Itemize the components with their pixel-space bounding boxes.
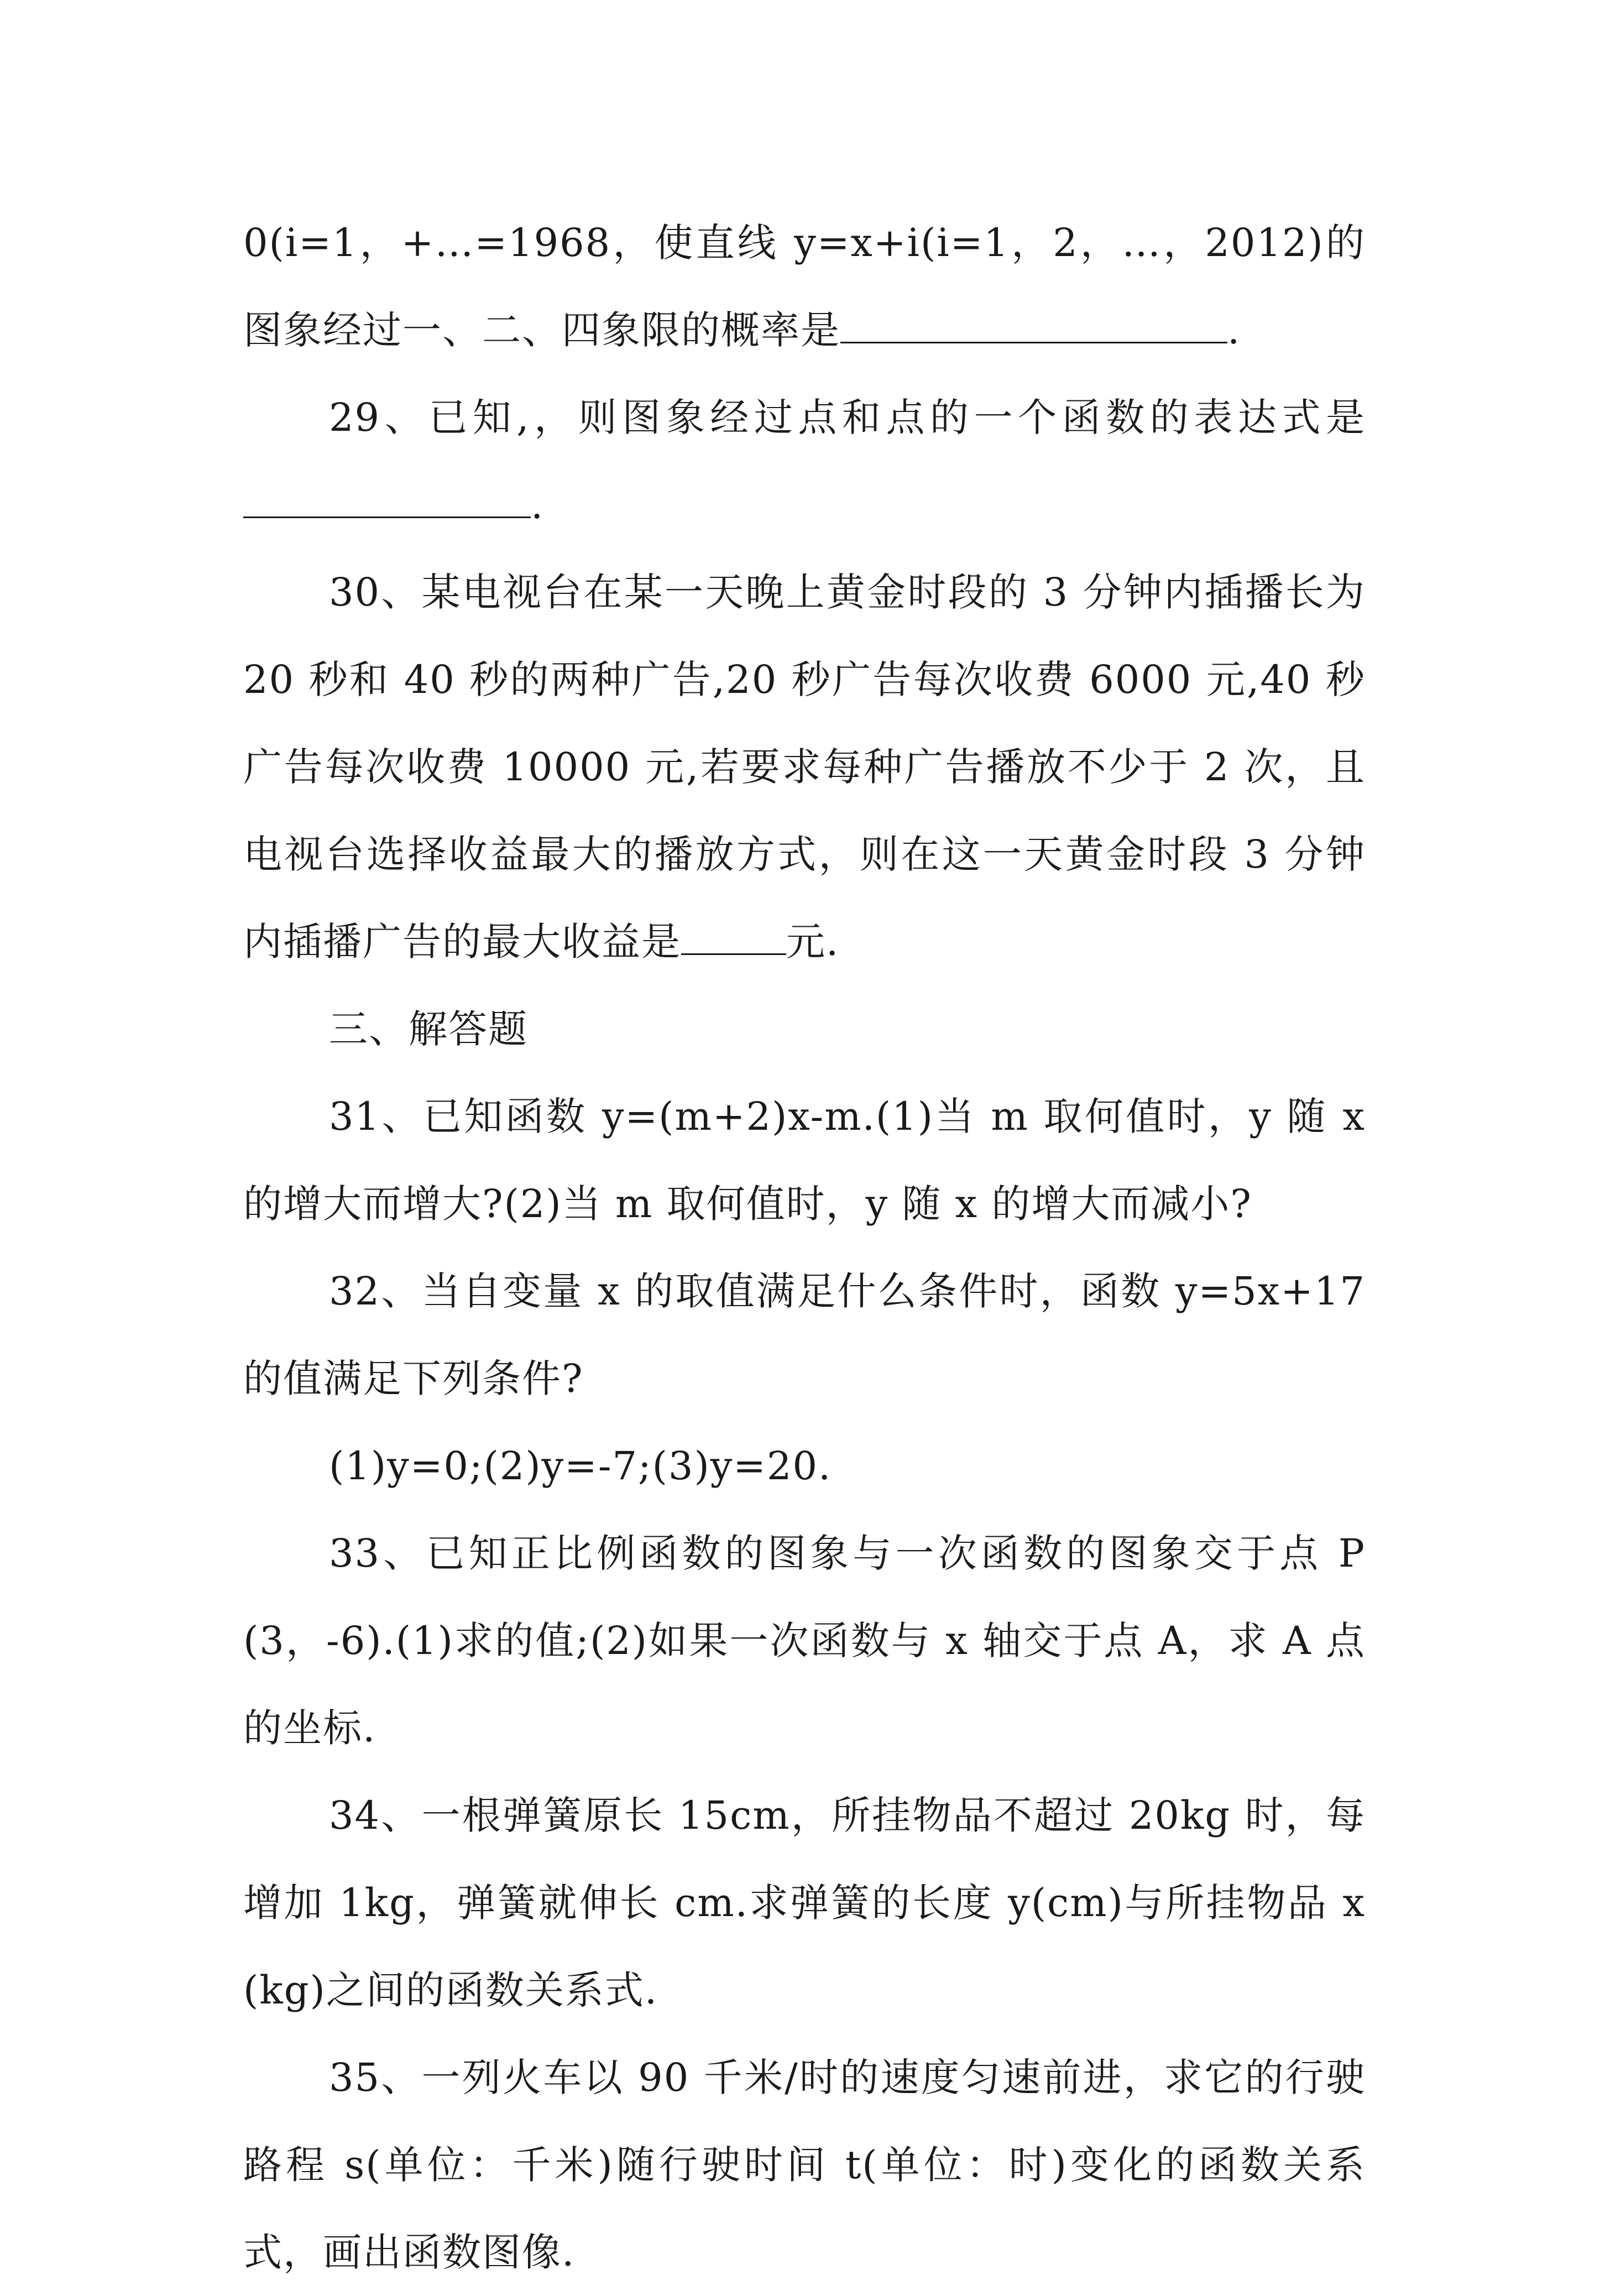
question-29-text: 29、已知,，则图象经过点和点的一个函数的表达式是 [329,395,1366,440]
question-34: 34、一根弹簧原长 15cm，所挂物品不超过 20kg 时，每增加 1kg，弹簧就伸长 cm.求弹簧的长度 y(cm)与所挂物品 x(kg)之间的函数关系式. [243,1793,1366,2013]
answer-blank-29[interactable] [243,482,531,518]
question-29-end: . [531,482,545,528]
question-32-subparts: (1)y=0;(2)y=-7;(3)y=20. [329,1443,832,1489]
section-heading: 三、解答题 [329,1006,528,1052]
question-31: 31、已知函数 y=(m+2)x-m.(1)当 m 取何值时，y 随 x 的增大而增大?(2)当 m 取何值时，y 随 x 的增大而减小? [243,1094,1366,1227]
question-33: 33、已知正比例函数的图象与一次函数的图象交于点 P(3，-6).(1)求的值;(2)如果一次函数与 x 轴交于点 A，求 A 点的坐标. [243,1531,1366,1751]
question-30-text: 30、某电视台在某一天晚上黄金时段的 3 分钟内插播长为 20 秒和 40 秒的两种广告,20 秒广告每次收费 6000 元,40 秒广告每次收费 10000 元,若要求每种广告播放不少于 2 次，且电视台选择收益最大的播放方式，则在这一天黄金时段 3 分钟内插播广告的最大收益是 [243,570,1366,964]
question-30 [243,549,1366,985]
question-30-end: 元. [786,919,840,964]
question-29 [243,374,1366,549]
answer-blank-30[interactable] [681,919,786,955]
question-32: 32、当自变量 x 的取值满足什么条件时，函数 y=5x+17 的值满足下列条件? [243,1269,1366,1401]
question-35: 35、一列火车以 90 千米/时的速度匀速前进，求它的行驶路程 s(单位：千米)随行驶时间 t(单位：时)变化的函数关系式，画出函数图像. [243,2055,1366,2275]
question-28-end: . [1227,307,1241,353]
question-28-text: 0(i=1，+…=1968，使直线 y=x+i(i=1，2，…，2012)的图象经过一、二、四象限的概率是 [243,220,1366,353]
question-28-continuation [243,199,1366,374]
answer-blank-28[interactable] [840,307,1227,343]
document-body [243,199,1366,2296]
